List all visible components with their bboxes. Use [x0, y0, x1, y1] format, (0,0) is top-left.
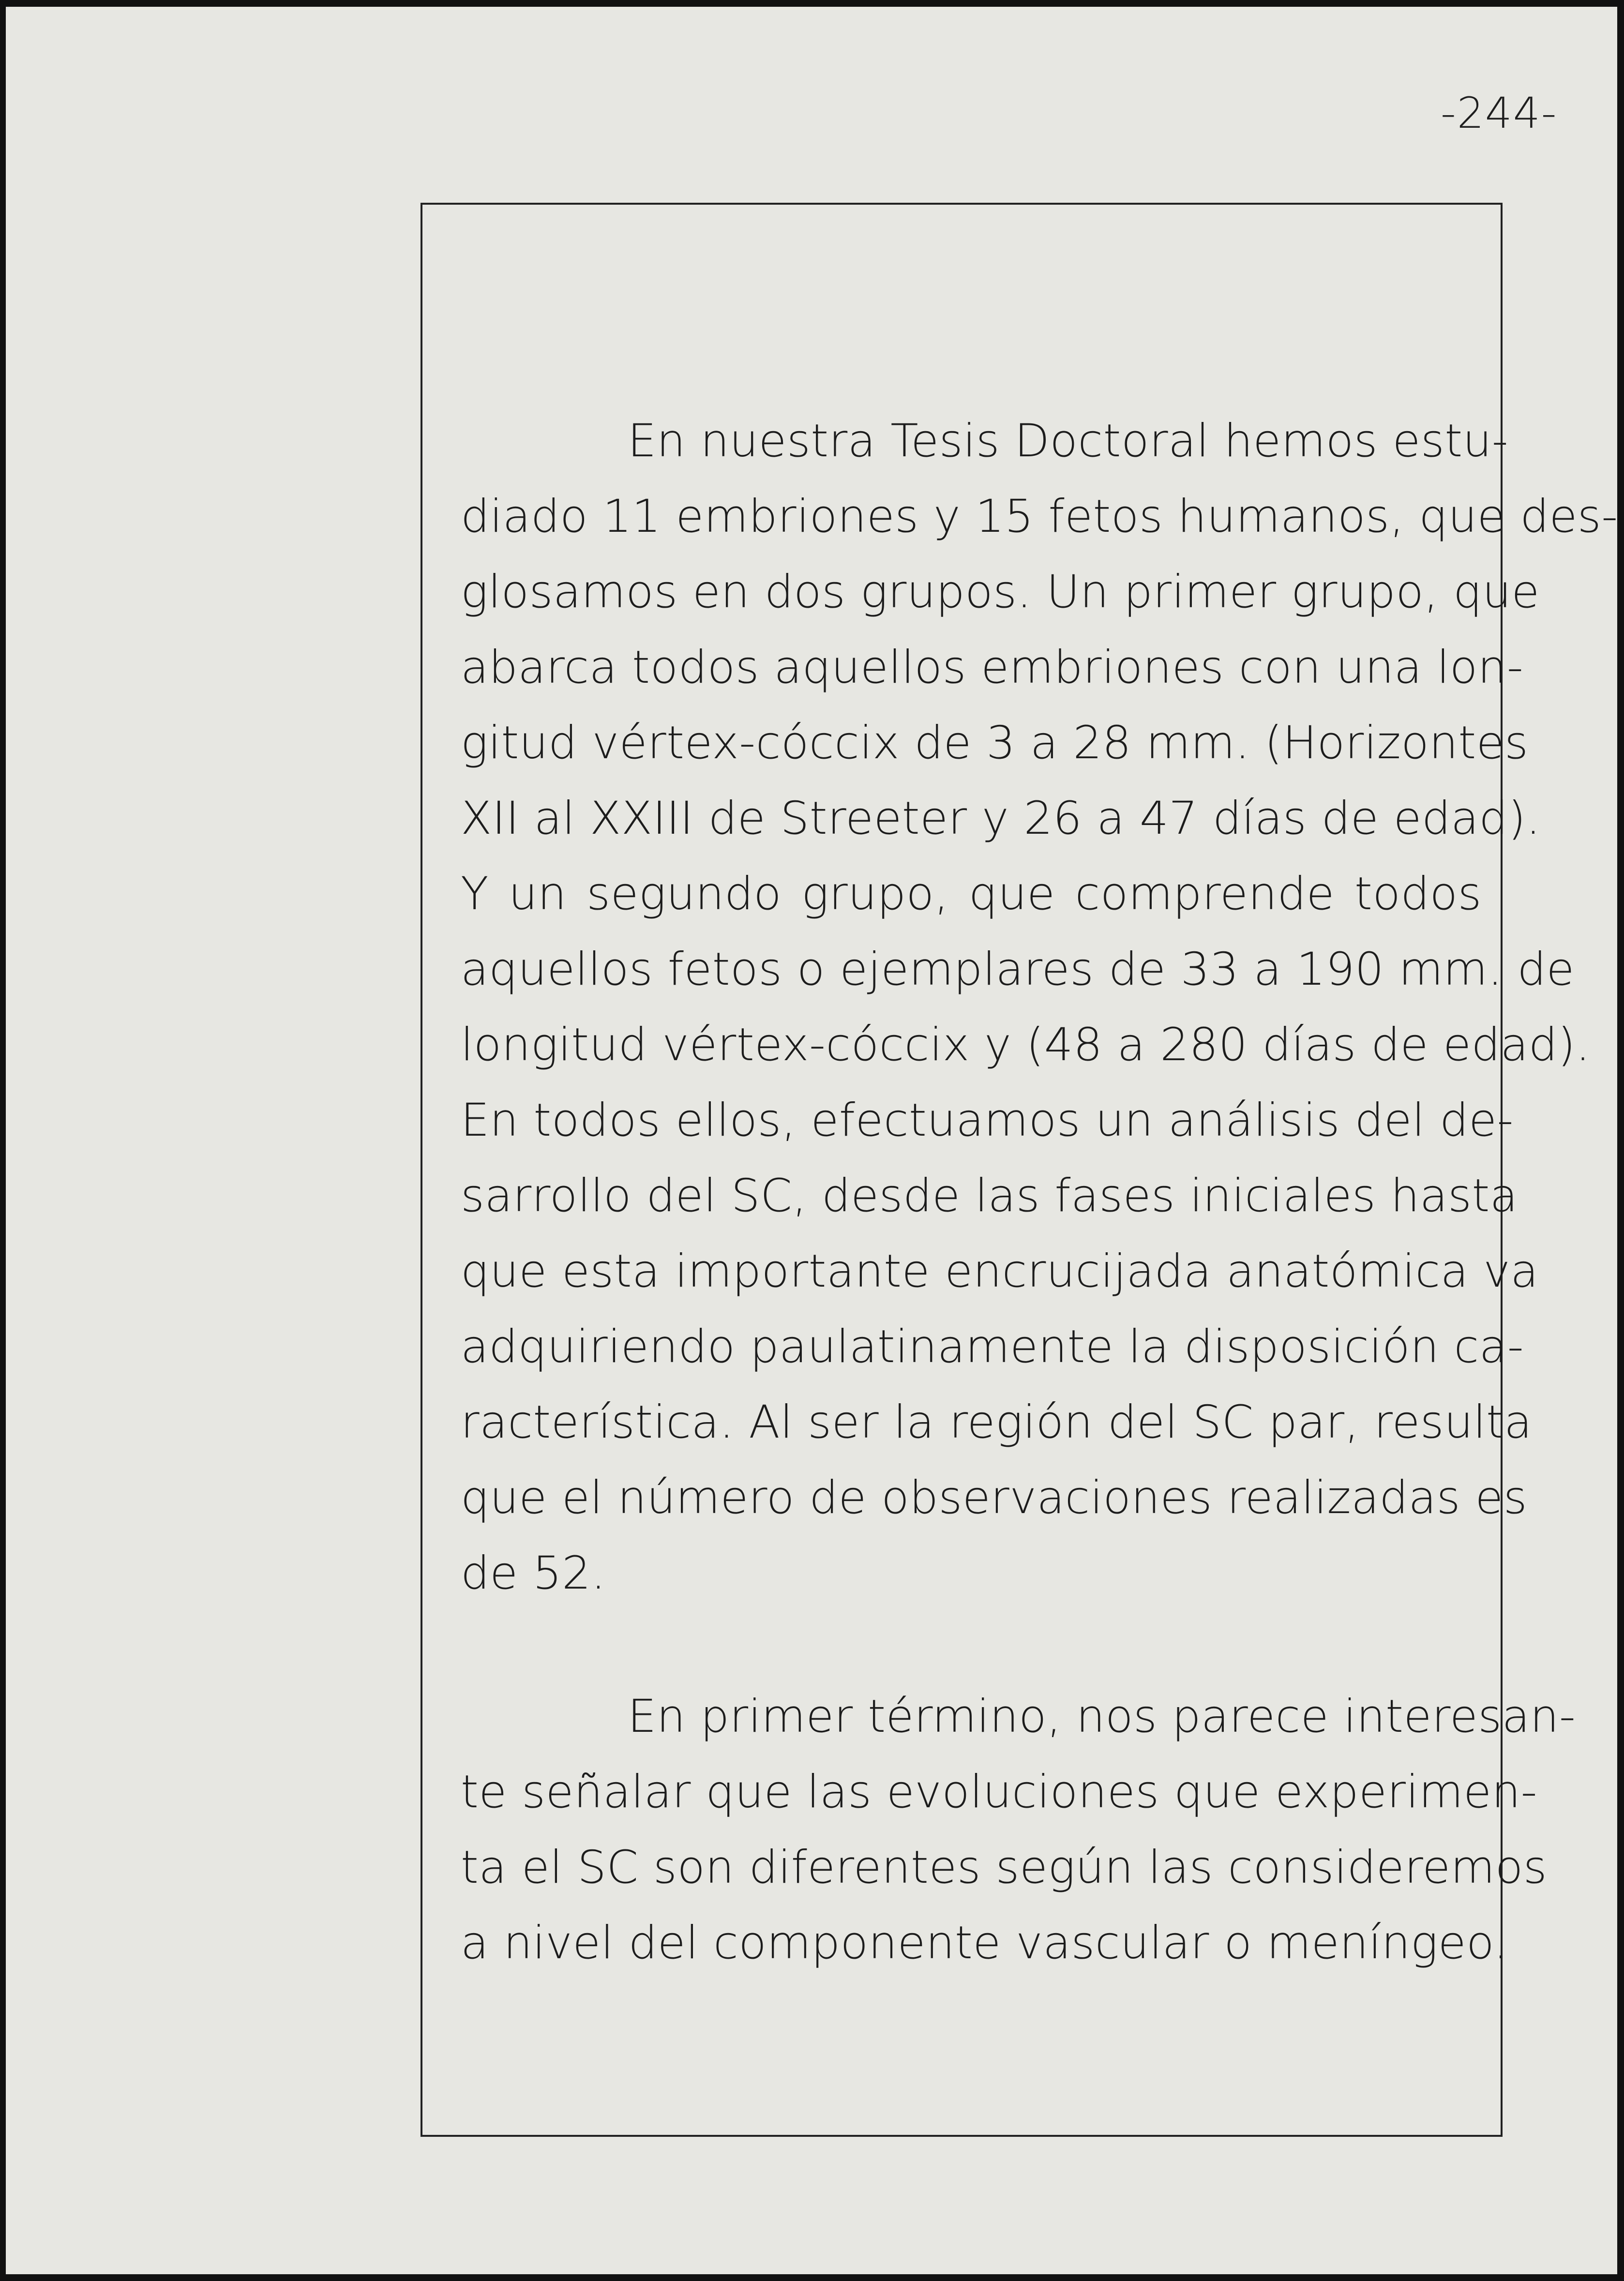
paragraph-2 [461, 1679, 1576, 1981]
text-line: abarca todos aquellos embriones con una lon- [461, 641, 1524, 694]
text-line: longitud vértex-cóccix y (48 a 280 días de edad). [461, 1019, 1591, 1071]
text-line: te señalar que las evoluciones que experimen- [461, 1766, 1537, 1818]
page-number: -244- [1441, 88, 1558, 138]
text-line: adquiriendo paulatinamente la disposición ca- [461, 1321, 1524, 1373]
text-line: ta el SC son diferentes según las consideremos [461, 1841, 1548, 1894]
document-page [6, 7, 1617, 2274]
text-line: de 52. [461, 1547, 606, 1600]
text-line: glosamos en dos grupos. Un primer grupo, que [461, 566, 1540, 618]
text-line: aquellos fetos o ejemplares de 33 a 190 mm. de [461, 943, 1575, 996]
text-line: XII al XXIII de Streeter y 26 a 47 días de edad). [461, 792, 1541, 845]
text-line: gitud vértex-cóccix de 3 a 28 mm. (Horizontes [461, 717, 1529, 769]
body-text [461, 404, 1618, 1981]
text-line: sarrollo del SC, desde las fases iniciales hasta [461, 1170, 1518, 1222]
text-line: racterística. Al ser la región del SC par, resulta [461, 1396, 1533, 1449]
text-line: Y un segundo grupo, que comprende todos [461, 868, 1482, 920]
text-line: En nuestra Tesis Doctoral hemos estu- [628, 415, 1509, 467]
text-line: que esta importante encrucijada anatómica va [461, 1245, 1539, 1298]
text-line: diado 11 embriones y 15 fetos humanos, que des- [461, 490, 1618, 543]
paragraph-1 [461, 404, 1618, 1611]
text-line: que el número de observaciones realizadas es [461, 1471, 1528, 1524]
text-line: En primer término, nos parece interesan- [628, 1690, 1576, 1743]
text-line: En todos ellos, efectuamos un análisis del de- [461, 1094, 1514, 1147]
text-line: a nivel del componente vascular o meníngeo. [461, 1917, 1508, 1969]
